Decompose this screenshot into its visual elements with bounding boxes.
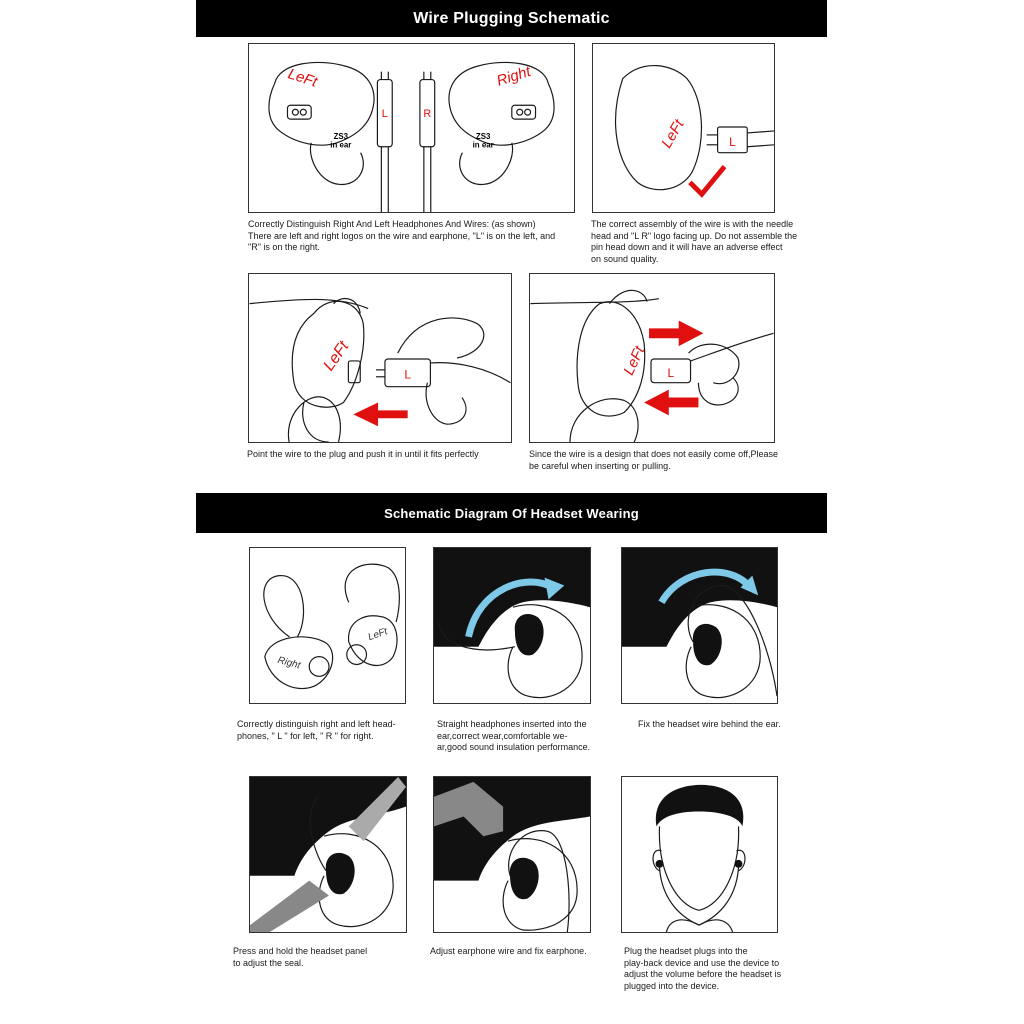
model-sub-right: in ear: [472, 140, 494, 150]
model-label-left: ZS3: [333, 131, 349, 141]
panel2-caption: The correct assembly of the wire is with the needle head and "L R" logo facing up. Do not assemble the pin head down and it will have an adverse effect on sound quality.: [591, 219, 798, 264]
wear-step-1-panel: [249, 547, 406, 704]
section-title: Schematic Diagram Of Headset Wearing: [384, 505, 639, 521]
wear-step-3-panel: [621, 547, 778, 704]
shell-logo: LeFt: [320, 338, 353, 375]
wear-step-4-panel: [249, 776, 407, 933]
panel3-caption: Point the wire to the plug and push it in until it fits perfectly: [247, 449, 479, 459]
wear-step-5-panel: [433, 776, 591, 933]
careful-illustration: [530, 274, 774, 442]
wire-letter: L: [729, 134, 736, 149]
wearing-banner: [196, 493, 827, 533]
wire-right-letter: R: [423, 108, 432, 121]
arrow-right-icon: [649, 320, 703, 346]
model-sub-left: in ear: [330, 140, 352, 150]
wear-step-1-caption: Correctly distinguish right and left head- phones, " L " for left, " R " for right.: [237, 719, 396, 741]
adjust-wire-illustration: [434, 777, 590, 932]
wear-step-4-caption: Press and hold the headset panel to adjust the seal.: [233, 946, 368, 968]
insert-illustration: [434, 548, 590, 703]
right-logo: Right: [494, 63, 533, 90]
left-logo: LeFt: [285, 66, 320, 91]
head-illustration: [622, 777, 777, 932]
arrow-left-icon: [644, 390, 698, 416]
panel4-caption: Since the wire is a design that does not easily come off,Please be careful when inserting or pulling.: [529, 449, 778, 471]
lr-distinguish-panel: [248, 43, 575, 213]
left-logo: LeFt: [366, 626, 390, 644]
wear-step-2-panel: [433, 547, 591, 704]
assembly-illustration: [593, 44, 774, 212]
press-panel-illustration: [250, 777, 406, 932]
shell-logo: LeFt: [658, 117, 688, 152]
wire-letter: L: [667, 365, 675, 380]
arrow-left-icon: [353, 402, 407, 426]
careful-panel: [529, 273, 775, 443]
fix-wire-illustration: [622, 548, 777, 703]
wire-letter: L: [404, 367, 411, 382]
section-title: Wire Plugging Schematic: [413, 9, 610, 27]
model-label-right: ZS3: [475, 131, 491, 141]
correct-assembly-panel: [592, 43, 775, 213]
wire-plugging-banner: [196, 0, 827, 37]
push-illustration: [249, 274, 511, 442]
earphones-illustration: [249, 44, 574, 212]
wear-step-2-caption: Straight headphones inserted into the ear,correct wear,comfortable we- ar,good sound insulation performance.: [437, 719, 591, 752]
check-icon: [690, 167, 725, 195]
wear-step-6-caption: Plug the headset plugs into the play-back device and use the device to adjust the volume before the headset is plugged into the device.: [624, 946, 782, 991]
shell-logo: LeFt: [621, 344, 649, 378]
wear-step-6-panel: [621, 776, 778, 933]
wire-left-letter: L: [381, 108, 388, 121]
right-logo: Right: [276, 654, 302, 672]
wear-step-3-caption: Fix the headset wire behind the ear.: [638, 719, 781, 729]
earphones-pair-illustration: [250, 548, 405, 703]
wear-step-5-caption: Adjust earphone wire and fix earphone.: [430, 946, 587, 956]
push-wire-panel: [248, 273, 512, 443]
panel1-caption: Correctly Distinguish Right And Left Headphones And Wires: (as shown) There are left and right logos on the wire and earphone, "L" is on the left, and "R" is on the right.: [248, 219, 556, 252]
